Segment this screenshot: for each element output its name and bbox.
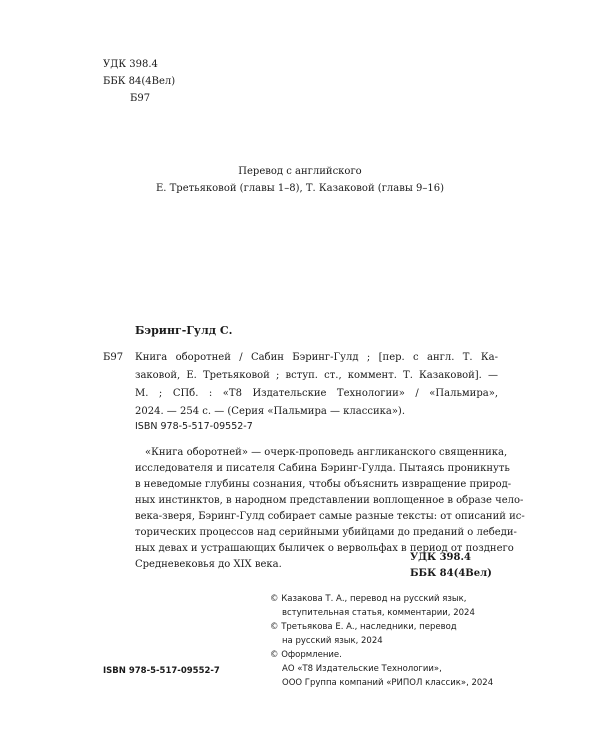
copyright-line: ООО Группа компаний «РИПОЛ классик», 2024 [282, 678, 494, 688]
bib-line: заковой, Е. Третьяковой ; вступ. ст., коммент. Т. Казаковой]. — [135, 370, 498, 381]
translation-line-1: Перевод с английского [238, 166, 362, 177]
record-code: Б97 [103, 352, 124, 363]
classification-block [103, 56, 175, 107]
copyright-line: вступительная статья, комментарии, 2024 [282, 608, 475, 618]
annotation-line: «Книга оборотней» — очерк-проповедь англиканского священника, [145, 447, 508, 458]
copyright-line: © Оформление. [270, 650, 342, 660]
bib-line: Книга оборотней / Сабин Бэринг-Гулд ; [пер. с англ. Т. Ка- [135, 352, 498, 363]
translation-credits [100, 163, 500, 197]
udk-code-bottom: УДК 398.4 [410, 552, 471, 563]
annotation-line: исследователя и писателя Сабина Бэринг-Гулда. Пытаясь проникнуть [135, 463, 510, 474]
bib-line: 2024. — 254 с. — (Серия «Пальмира — классика»). [135, 406, 406, 417]
isbn-record: ISBN 978-5-517-09552-7 [135, 421, 253, 432]
annotation-line: века-зверя, Бэринг-Гулд собирает самые разные тексты: от описаний ис- [135, 511, 525, 522]
annotation-line: в неведомые глубины сознания, чтобы объяснить извращение природ- [135, 479, 512, 490]
annotation-line: Средневековья до XIX века. [135, 559, 282, 570]
copyright-line: АО «Т8 Издательские Технологии», [282, 664, 442, 674]
copyright-line: © Казакова Т. А., перевод на русский язык, [270, 594, 467, 604]
record-author: Бэринг-Гулд С. [135, 324, 233, 337]
annotation-line: ных инстинктов, в народном представлении воплощенное в образе чело- [135, 495, 524, 506]
classification-bottom [410, 550, 498, 582]
author-mark: Б97 [130, 93, 151, 104]
annotation-line: ных девах и устрашающих быличек о вервольфах в период от позднего [135, 543, 514, 554]
bib-line: М. ; СПб. : «Т8 Издательские Технологии» / «Пальмира», [135, 388, 498, 399]
copyright-block [270, 592, 498, 690]
bbk-code: ББК 84(4Вел) [103, 76, 176, 87]
bbk-code-bottom: ББК 84(4Вел) [410, 568, 492, 579]
bibliographic-description [135, 349, 498, 421]
translation-line-2: Е. Третьяковой (главы 1–8), Т. Казаковой (главы 9–16) [155, 183, 445, 194]
copyright-line: на русский язык, 2024 [282, 636, 383, 646]
copyright-line: © Третьякова Е. А., наследники, перевод [270, 622, 457, 632]
isbn-bottom: ISBN 978-5-517-09552-7 [103, 666, 220, 676]
udk-code: УДК 398.4 [103, 59, 158, 70]
annotation-line: торических процессов над серийными убийцами до преданий о лебеди- [135, 527, 517, 538]
